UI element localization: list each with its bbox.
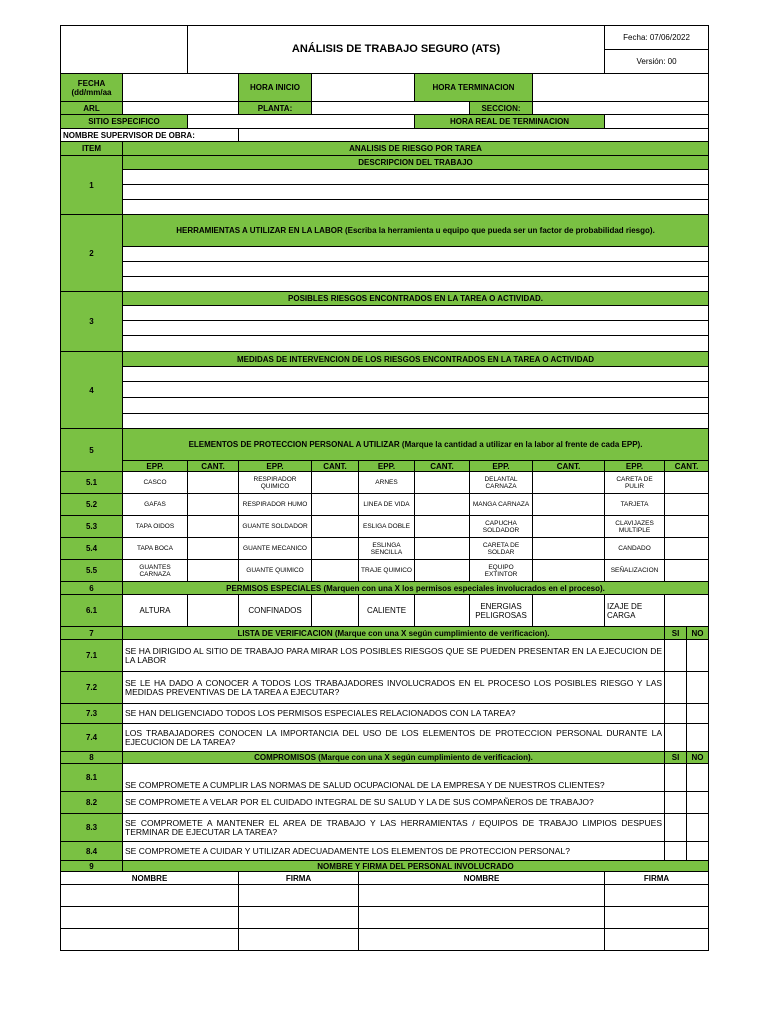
no-check-field[interactable] xyxy=(687,792,709,814)
sitio-label: SITIO ESPECIFICO xyxy=(61,115,188,129)
permiso-check-field[interactable] xyxy=(533,595,605,627)
epp-row-number: 5.5 xyxy=(61,560,123,582)
section-2-line[interactable] xyxy=(123,277,709,292)
epp-item: ESLINGA SENCILLA xyxy=(359,538,415,560)
section-3-title: POSIBLES RIESGOS ENCONTRADOS EN LA TAREA O ACTIVIDAD. xyxy=(123,292,709,306)
arl-label: ARL xyxy=(61,102,123,115)
compromiso-text: SE COMPROMETE A MANTENER EL AREA DE TRABAJO Y LAS HERRAMIENTAS / EQUIPOS DE TRABAJO LIMPIOS DESPUES TERMINAR DE EJECUTAR LA TAREA? xyxy=(123,814,665,842)
cant-header: CANT. xyxy=(188,461,239,472)
fecha-label: FECHA (dd/mm/aa xyxy=(71,78,112,97)
cant-header: CANT. xyxy=(312,461,359,472)
epp-row-number: 5.4 xyxy=(61,538,123,560)
section-6-title: PERMISOS ESPECIALES (Marquen con una X los permisos especiales involucrados en el proceso). xyxy=(123,582,709,595)
epp-cant-field[interactable] xyxy=(533,560,605,582)
section-7-number: 7 xyxy=(61,627,123,640)
epp-item: GAFAS xyxy=(123,494,188,516)
epp-item: ARNES xyxy=(359,472,415,494)
section-5-number: 5 xyxy=(61,429,123,472)
epp-header: EPP. xyxy=(470,461,533,472)
si-check-field[interactable] xyxy=(665,764,687,792)
permiso-item: ENERGIAS PELIGROSAS xyxy=(470,595,533,627)
epp-item: TRAJE QUIMICO xyxy=(359,560,415,582)
epp-cant-field[interactable] xyxy=(533,516,605,538)
section-4-title: MEDIDAS DE INTERVENCION DE LOS RIESGOS ENCONTRADOS EN LA TAREA O ACTIVIDAD xyxy=(123,352,709,367)
hora-real-label: HORA REAL DE TERMINACION xyxy=(415,115,605,129)
epp-cant-field[interactable] xyxy=(188,494,239,516)
firma-field[interactable] xyxy=(239,885,359,907)
section-1-line[interactable] xyxy=(123,170,709,185)
epp-cant-field[interactable] xyxy=(533,472,605,494)
epp-cant-field[interactable] xyxy=(312,538,359,560)
epp-header: EPP. xyxy=(605,461,665,472)
compromiso-row-number: 8.4 xyxy=(61,842,123,861)
sitio-field[interactable] xyxy=(188,115,415,129)
si-check-field[interactable] xyxy=(665,842,687,861)
epp-item: GUANTE SOLDADOR xyxy=(239,516,312,538)
epp-item: GUANTE QUIMICO xyxy=(239,560,312,582)
epp-item: GUANTE MECANICO xyxy=(239,538,312,560)
epp-cant-field[interactable] xyxy=(665,516,709,538)
section-1-number: 1 xyxy=(61,156,123,215)
epp-header: EPP. xyxy=(359,461,415,472)
permiso-item: ALTURA xyxy=(123,595,188,627)
section-3-line[interactable] xyxy=(123,336,709,352)
epp-item: CANDADO xyxy=(605,538,665,560)
hora-terminacion-label: HORA TERMINACION xyxy=(415,74,533,102)
epp-cant-field[interactable] xyxy=(188,560,239,582)
verificacion-row-number: 7.3 xyxy=(61,704,123,724)
epp-cant-field[interactable] xyxy=(415,560,470,582)
epp-cant-field[interactable] xyxy=(665,560,709,582)
section-9-title: NOMBRE Y FIRMA DEL PERSONAL INVOLUCRADO xyxy=(123,861,709,872)
document-version: Versión: 00 xyxy=(605,50,709,74)
verificacion-text: SE HA DIRIGIDO AL SITIO DE TRABAJO PARA MIRAR LOS POSIBLES RIESGOS QUE SE PUEDEN PRESENTAR EN LA EJECUCION DE LA LABOR xyxy=(123,640,665,672)
section-6-number: 6 xyxy=(61,582,123,595)
compromiso-text: SE COMPROMETE A CUMPLIR LAS NORMAS DE SALUD OCUPACIONAL DE LA EMPRESA Y DE NUESTROS CLIENTES? xyxy=(123,764,665,792)
section-3-line[interactable] xyxy=(123,321,709,336)
ats-form xyxy=(60,25,708,951)
hora-inicio-field[interactable] xyxy=(312,74,415,102)
firma-field[interactable] xyxy=(239,929,359,951)
permiso-check-field[interactable] xyxy=(312,595,359,627)
section-7-title: LISTA DE VERIFICACION (Marque con una X según cumplimiento de verificacion). xyxy=(123,627,665,640)
verificacion-row-number: 7.4 xyxy=(61,724,123,752)
epp-item: TAPA BOCA xyxy=(123,538,188,560)
section-2-number: 2 xyxy=(61,215,123,292)
supervisor-field[interactable] xyxy=(239,129,709,142)
cant-header: CANT. xyxy=(415,461,470,472)
epp-cant-field[interactable] xyxy=(665,472,709,494)
epp-header: EPP. xyxy=(239,461,312,472)
epp-item: CLAVIJAZES MULTIPLE xyxy=(605,516,665,538)
nombre-field[interactable] xyxy=(359,885,605,907)
document-title: ANÁLISIS DE TRABAJO SEGURO (ATS) xyxy=(188,26,605,74)
permiso-item: IZAJE DE CARGA xyxy=(605,595,665,627)
section-8-number: 8 xyxy=(61,752,123,764)
no-check-field[interactable] xyxy=(687,704,709,724)
epp-cant-field[interactable] xyxy=(312,472,359,494)
nombre-header: NOMBRE xyxy=(359,872,605,885)
section-1-line[interactable] xyxy=(123,200,709,215)
epp-item: SEÑALIZACION xyxy=(605,560,665,582)
epp-cant-field[interactable] xyxy=(188,516,239,538)
si-check-field[interactable] xyxy=(665,724,687,752)
permisos-row-number: 6.1 xyxy=(61,595,123,627)
epp-item: LINEA DE VIDA xyxy=(359,494,415,516)
epp-item: CAPUCHA SOLDADOR xyxy=(470,516,533,538)
permiso-item: CONFINADOS xyxy=(239,595,312,627)
si-header: SI xyxy=(665,627,687,640)
seccion-field[interactable] xyxy=(533,102,709,115)
section-4-line[interactable] xyxy=(123,367,709,382)
epp-cant-field[interactable] xyxy=(188,538,239,560)
epp-item: GUANTES CARNAZA xyxy=(123,560,188,582)
no-header: NO xyxy=(687,752,709,764)
document-date: Fecha: 07/06/2022 xyxy=(605,26,709,50)
compromiso-text: SE COMPROMETE A VELAR POR EL CUIDADO INTEGRAL DE SU SALUD Y LA DE SUS COMPAÑEROS DE TRABAJO? xyxy=(123,792,665,814)
planta-label: PLANTA: xyxy=(239,102,312,115)
section-2-line[interactable] xyxy=(123,247,709,262)
epp-row-number: 5.2 xyxy=(61,494,123,516)
verificacion-text: SE HAN DELIGENCIADO TODOS LOS PERMISOS ESPECIALES RELACIONADOS CON LA TAREA? xyxy=(123,704,665,724)
epp-cant-field[interactable] xyxy=(415,494,470,516)
si-header: SI xyxy=(665,752,687,764)
item-header: ITEM xyxy=(61,142,123,156)
no-check-field[interactable] xyxy=(687,814,709,842)
no-check-field[interactable] xyxy=(687,672,709,704)
verificacion-row-number: 7.2 xyxy=(61,672,123,704)
epp-cant-field[interactable] xyxy=(415,538,470,560)
nombre-field[interactable] xyxy=(61,907,239,929)
epp-cant-field[interactable] xyxy=(665,538,709,560)
firma-header: FIRMA xyxy=(239,872,359,885)
compromiso-row-number: 8.1 xyxy=(61,764,123,792)
si-check-field[interactable] xyxy=(665,640,687,672)
epp-item: CASCO xyxy=(123,472,188,494)
firma-header: FIRMA xyxy=(605,872,709,885)
epp-cant-field[interactable] xyxy=(312,560,359,582)
section-9-number: 9 xyxy=(61,861,123,872)
section-3-number: 3 xyxy=(61,292,123,352)
cant-header: CANT. xyxy=(665,461,709,472)
section-8-title: COMPROMISOS (Marque con una X según cumplimiento de verificacion). xyxy=(123,752,665,764)
logo-cell xyxy=(61,26,188,74)
hora-inicio-label: HORA INICIO xyxy=(239,74,312,102)
epp-item: CARETA DE PULIR xyxy=(605,472,665,494)
no-check-field[interactable] xyxy=(687,724,709,752)
si-check-field[interactable] xyxy=(665,704,687,724)
hora-real-field[interactable] xyxy=(605,115,709,129)
verificacion-text: SE LE HA DADO A CONOCER A TODOS LOS TRABAJADORES INVOLUCRADOS EN EL PROCESO LOS POSIBLES RIESGO Y LAS MEDIDAS PREVENTIVAS DE LA TAREA A EJECUTAR? xyxy=(123,672,665,704)
supervisor-label: NOMBRE SUPERVISOR DE OBRA: xyxy=(61,129,239,142)
section-2-title: HERRAMIENTAS A UTILIZAR EN LA LABOR (Escriba la herramienta u equipo que pueda ser un factor de probabilidad riesgo). xyxy=(123,215,709,247)
epp-cant-field[interactable] xyxy=(415,516,470,538)
section-3-line[interactable] xyxy=(123,306,709,321)
cant-header: CANT. xyxy=(533,461,605,472)
section-2-line[interactable] xyxy=(123,262,709,277)
epp-cant-field[interactable] xyxy=(665,494,709,516)
section-4-line[interactable] xyxy=(123,398,709,414)
section-5-title: ELEMENTOS DE PROTECCION PERSONAL A UTILIZAR (Marque la cantidad a utilizar en la labor al frente de cada EPP). xyxy=(123,429,709,461)
section-4-line[interactable] xyxy=(123,414,709,429)
verificacion-text: LOS TRABAJADORES CONOCEN LA IMPORTANCIA DEL USO DE LOS ELEMENTOS DE PROTECCION PERSONAL DURANTE LA EJECUCION DE LA TAREA? xyxy=(123,724,665,752)
epp-item: RESPIRADOR HUMO xyxy=(239,494,312,516)
permiso-check-field[interactable] xyxy=(188,595,239,627)
no-check-field[interactable] xyxy=(687,640,709,672)
epp-item: CARETA DE SOLDAR xyxy=(470,538,533,560)
epp-cant-field[interactable] xyxy=(312,516,359,538)
si-check-field[interactable] xyxy=(665,792,687,814)
firma-field[interactable] xyxy=(239,907,359,929)
nombre-field[interactable] xyxy=(359,907,605,929)
epp-cant-field[interactable] xyxy=(415,472,470,494)
no-header: NO xyxy=(687,627,709,640)
fecha-field[interactable] xyxy=(123,74,239,102)
arl-field[interactable] xyxy=(123,102,239,115)
analisis-header: ANALISIS DE RIESGO POR TAREA xyxy=(123,142,709,156)
ats-table xyxy=(60,25,709,951)
firma-field[interactable] xyxy=(605,907,709,929)
nombre-field[interactable] xyxy=(61,929,239,951)
section-4-line[interactable] xyxy=(123,382,709,398)
epp-row-number: 5.3 xyxy=(61,516,123,538)
compromiso-row-number: 8.3 xyxy=(61,814,123,842)
section-1-line[interactable] xyxy=(123,185,709,200)
epp-header: EPP. xyxy=(123,461,188,472)
planta-field[interactable] xyxy=(312,102,470,115)
permiso-check-field[interactable] xyxy=(665,595,709,627)
verificacion-row-number: 7.1 xyxy=(61,640,123,672)
compromiso-text: SE COMPROMETE A CUIDAR Y UTILIZAR ADECUADAMENTE LOS ELEMENTOS DE PROTECCION PERSONAL? xyxy=(123,842,665,861)
firma-field[interactable] xyxy=(605,929,709,951)
nombre-field[interactable] xyxy=(359,929,605,951)
epp-item: ESLIGA DOBLE xyxy=(359,516,415,538)
epp-row-number: 5.1 xyxy=(61,472,123,494)
epp-item: MANGA CARNAZA xyxy=(470,494,533,516)
section-4-number: 4 xyxy=(61,352,123,429)
epp-item: EQUIPO EXTINTOR xyxy=(470,560,533,582)
hora-terminacion-field[interactable] xyxy=(533,74,709,102)
epp-item: TARJETA xyxy=(605,494,665,516)
permiso-item: CALIENTE xyxy=(359,595,415,627)
compromiso-row-number: 8.2 xyxy=(61,792,123,814)
nombre-field[interactable] xyxy=(61,885,239,907)
epp-item: TAPA OIDOS xyxy=(123,516,188,538)
no-check-field[interactable] xyxy=(687,842,709,861)
permiso-check-field[interactable] xyxy=(415,595,470,627)
epp-item: DELANTAL CARNAZA xyxy=(470,472,533,494)
epp-cant-field[interactable] xyxy=(533,494,605,516)
no-check-field[interactable] xyxy=(687,764,709,792)
firma-field[interactable] xyxy=(605,885,709,907)
si-check-field[interactable] xyxy=(665,814,687,842)
epp-cant-field[interactable] xyxy=(533,538,605,560)
section-1-title: DESCRIPCION DEL TRABAJO xyxy=(123,156,709,170)
epp-cant-field[interactable] xyxy=(312,494,359,516)
seccion-label: SECCION: xyxy=(470,102,533,115)
epp-item: RESPIRADOR QUIMICO xyxy=(239,472,312,494)
si-check-field[interactable] xyxy=(665,672,687,704)
nombre-header: NOMBRE xyxy=(61,872,239,885)
epp-cant-field[interactable] xyxy=(188,472,239,494)
